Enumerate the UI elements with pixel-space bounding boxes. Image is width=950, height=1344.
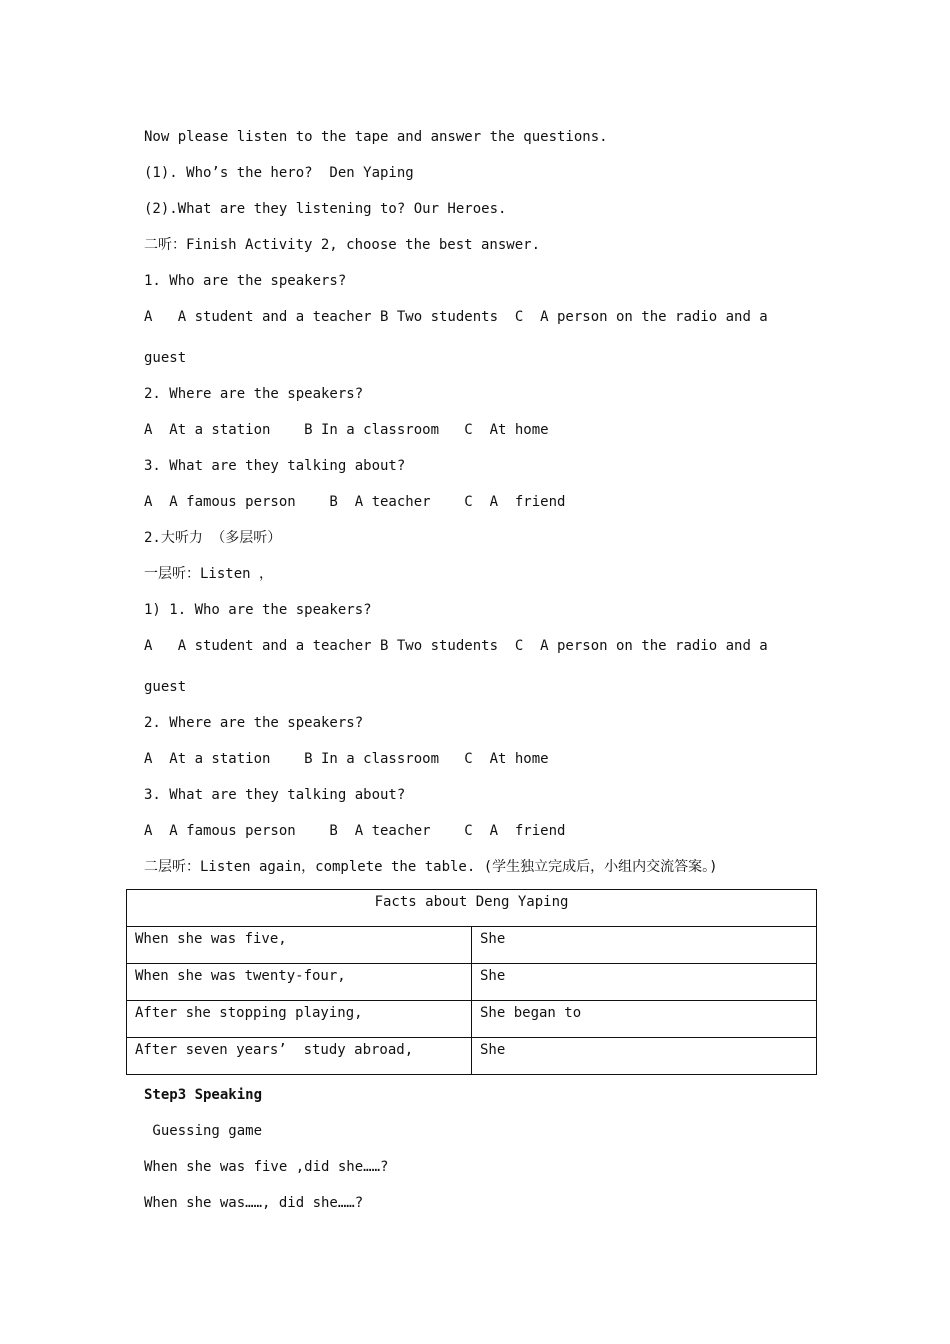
layer-q3-options: A A famous person B A teacher C A friend xyxy=(144,823,566,839)
table-cell-time: When she was twenty-four, xyxy=(127,964,472,1001)
layer-q1-who-speakers: 1) 1. Who are the speakers? xyxy=(144,602,372,618)
q3-talking-about: 3. What are they talking about? xyxy=(144,458,406,474)
section-big-listening: 2.大听力 （多层听） xyxy=(144,530,282,546)
question-1-hero: (1). Who’s the hero? Den Yaping xyxy=(144,165,414,181)
q1-who-speakers: 1. Who are the speakers? xyxy=(144,273,347,289)
table-cell-time: After seven years’ study abroad, xyxy=(127,1038,472,1075)
table-row xyxy=(127,964,817,1001)
table-row xyxy=(127,1038,817,1075)
instruction-listen-tape: Now please listen to the tape and answer the questions. xyxy=(144,129,608,145)
layer-q2-options: A At a station B In a classroom C At home xyxy=(144,751,549,767)
step3-heading: Step3 Speaking xyxy=(144,1087,263,1103)
q1-options: A A student and a teacher B Two students C A person on the radio and a xyxy=(144,309,768,325)
table-cell-time: When she was five, xyxy=(127,927,472,964)
table-cell-fact: She xyxy=(472,927,817,964)
table-row xyxy=(127,1001,817,1038)
question-2-listening: (2).What are they listening to? Our Heroes. xyxy=(144,201,507,217)
q2-where-speakers: 2. Where are the speakers? xyxy=(144,386,364,402)
second-listen-instruction: 二听：Finish Activity 2, choose the best answer. xyxy=(144,237,541,253)
q2-options: A At a station B In a classroom C At home xyxy=(144,422,549,438)
guessing-line-2: When she was……, did she……? xyxy=(144,1195,364,1211)
table-row xyxy=(127,927,817,964)
layer-q1-options: A A student and a teacher B Two students C A person on the radio and a xyxy=(144,638,768,654)
q1-options-cont: guest xyxy=(144,350,187,366)
guessing-line-1: When she was five ,did she……? xyxy=(144,1159,389,1175)
first-layer-listen: 一层听：Listen ， xyxy=(144,566,274,582)
table-cell-fact: She began to xyxy=(472,1001,817,1038)
guessing-game-label: Guessing game xyxy=(144,1123,263,1139)
table-title: Facts about Deng Yaping xyxy=(127,890,817,927)
layer-q3-talking-about: 3. What are they talking about? xyxy=(144,787,406,803)
layer-q1-options-cont: guest xyxy=(144,679,187,695)
table-cell-time: After she stopping playing, xyxy=(127,1001,472,1038)
facts-table xyxy=(126,889,817,1075)
second-layer-instruction: 二层听：Listen again，complete the table. (学生独立完成后，小组内交流答案。) xyxy=(144,859,718,875)
table-cell-fact: She xyxy=(472,964,817,1001)
q3-options: A A famous person B A teacher C A friend xyxy=(144,494,566,510)
layer-q2-where-speakers: 2. Where are the speakers? xyxy=(144,715,364,731)
table-header-row xyxy=(127,890,817,927)
table-cell-fact: She xyxy=(472,1038,817,1075)
